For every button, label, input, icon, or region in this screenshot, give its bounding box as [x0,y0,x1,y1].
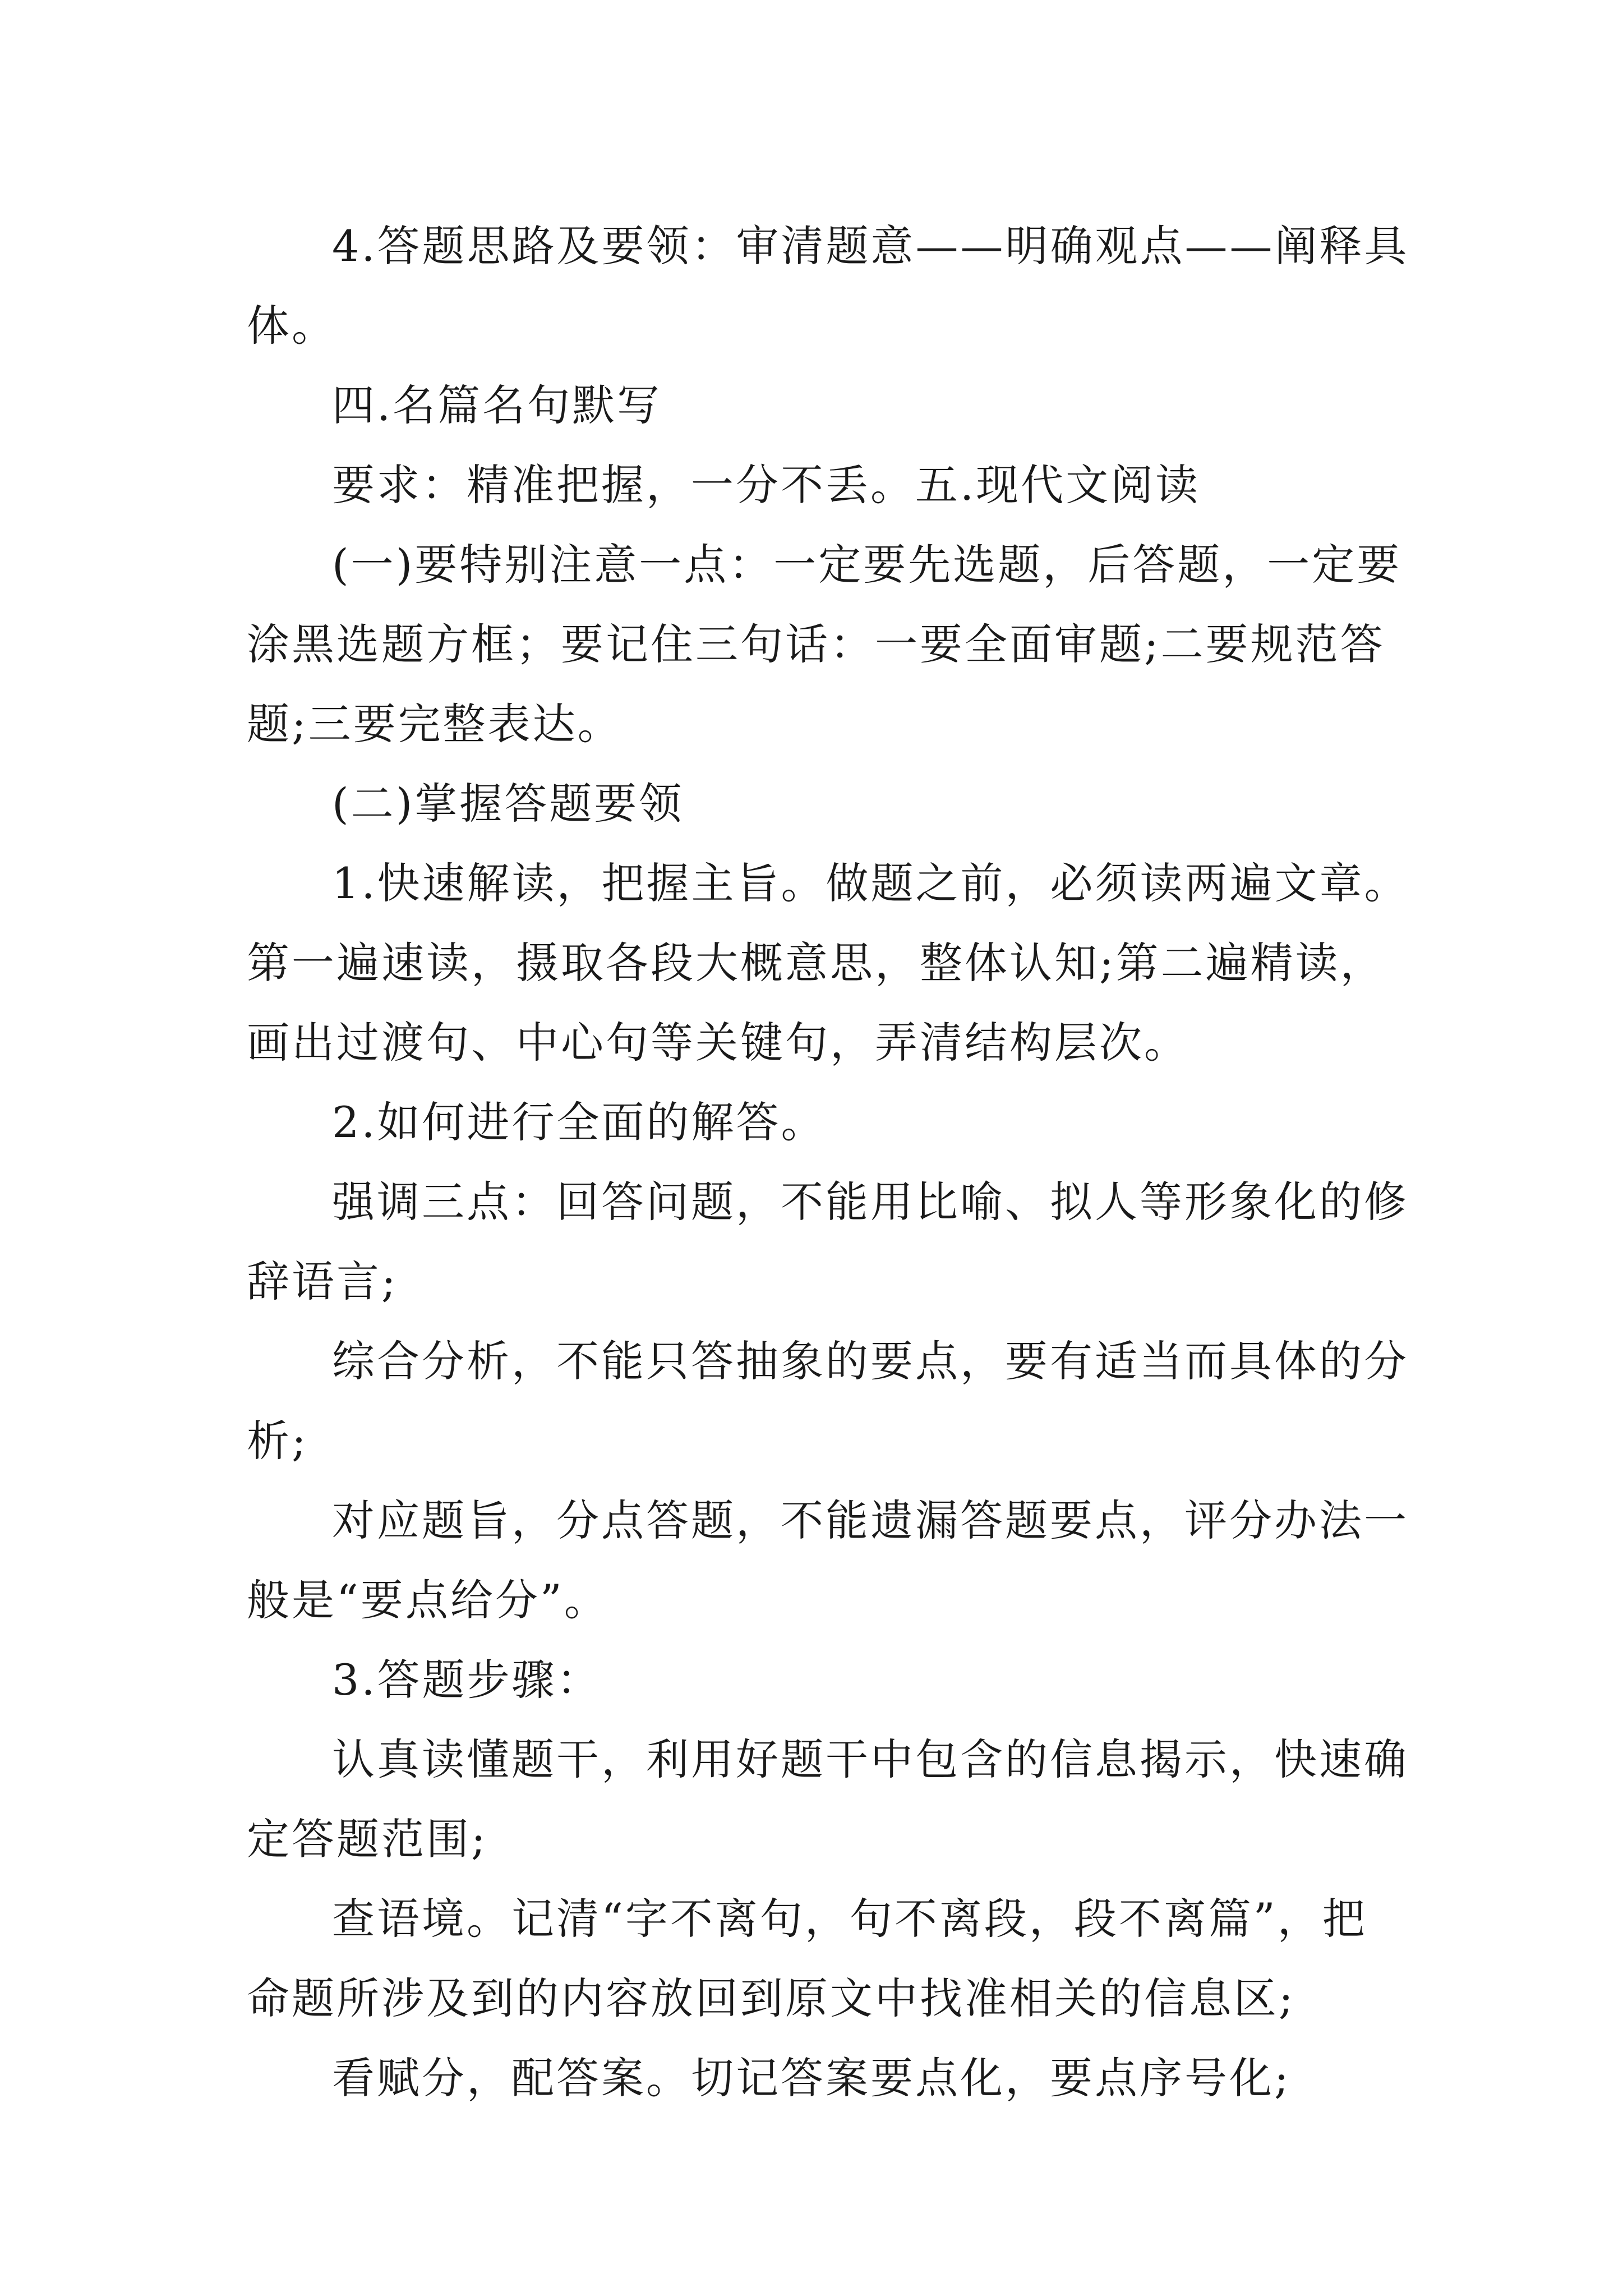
paragraph-full-answer [247,1083,1391,1162]
text-line: (二)掌握答题要领 [332,779,684,829]
paragraph-point-answers [247,1481,1409,1640]
document-body [247,206,1409,2118]
text-line: 查语境。记清“字不离句，句不离段，段不离篇”，把 [332,1894,1367,1944]
text-line: 认真读懂题干，利用好题干中包含的信息揭示，快速确 [332,1734,1409,1784]
text-line: 涂黑选题方框；要记住三句话：一要全面审题;二要规范答 [247,619,1385,669]
text-line: 第一遍速读，摄取各段大概意思，整体认知;第二遍精读， [247,938,1385,988]
text-line: 体。 [247,301,336,351]
text-line: 要求：精准把握，一分不丢。五.现代文阅读 [332,460,1201,510]
text-line: 命题所涉及到的内容放回到原文中找准相关的信息区; [247,1973,1295,2023]
text-line: 对应题旨，分点答题，不能遗漏答题要点，评分办法一 [332,1496,1409,1545]
text-line: 2.如何进行全面的解答。 [332,1097,826,1147]
text-line: 1.快速解读，把握主旨。做题之前，必须读两遍文章。 [332,858,1409,908]
paragraph-read-question [247,1720,1409,1879]
paragraph-requirement [247,445,1391,525]
text-line: 辞语言; [247,1257,398,1306]
paragraph-answer-steps [247,1640,1391,1720]
paragraph-three-points [247,1162,1409,1322]
text-line: 析; [247,1416,308,1466]
text-line: 四.名篇名句默写 [332,380,662,430]
text-line: 定答题范围; [247,1814,488,1864]
paragraph-special-attention [247,525,1402,764]
text-line: 4.答题思路及要领：审清题意——明确观点——阐释具 [332,221,1409,271]
section-heading-famous-quotes [247,366,1391,445]
text-line: (一)要特别注意一点：一定要先选题，后答题，一定要 [332,540,1402,590]
paragraph-scoring [247,2039,1391,2118]
paragraph-answer-approach [247,206,1409,366]
paragraph-comprehensive-analysis [247,1322,1409,1481]
text-line: 般是“要点给分”。 [247,1575,609,1625]
text-line: 3.答题步骤： [332,1655,602,1705]
subheading-answer-essentials [247,764,1391,844]
text-line: 题;三要完整表达。 [247,699,623,749]
text-line: 看赋分，配答案。切记答案要点化，要点序号化; [332,2053,1291,2103]
paragraph-check-context [247,1879,1391,2039]
paragraph-quick-reading [247,844,1409,1083]
text-line: 强调三点：回答问题，不能用比喻、拟人等形象化的修 [332,1177,1409,1227]
text-line: 综合分析，不能只答抽象的要点，要有适当而具体的分 [332,1336,1409,1386]
text-line: 画出过渡句、中心句等关键句，弄清结构层次。 [247,1018,1189,1068]
